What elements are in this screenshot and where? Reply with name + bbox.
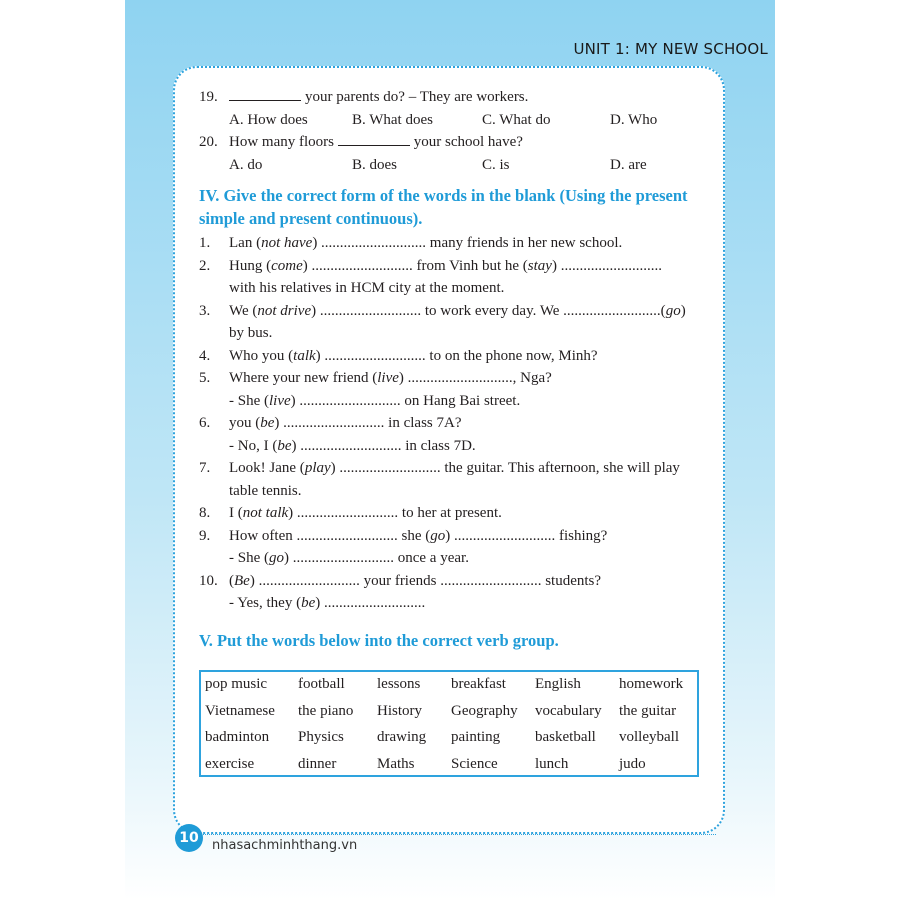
- verb-hint: live: [269, 392, 291, 409]
- item-number: 10.: [199, 572, 218, 589]
- unit-title: UNIT 1: MY NEW SCHOOL: [573, 40, 768, 58]
- item-text: Lan (not have) ............................ many friends in her new school.: [229, 235, 623, 251]
- item-number: 6.: [199, 415, 211, 431]
- word-item: dinner: [298, 755, 337, 772]
- verb-hint: play: [304, 460, 331, 476]
- word-item: football: [298, 676, 345, 692]
- answer-option: D. are: [610, 156, 647, 173]
- word-item: Maths: [377, 755, 415, 772]
- item-text: - She (go) ........................... once a year.: [229, 550, 469, 566]
- word-item: Science: [451, 755, 498, 772]
- exercise-line: [199, 255, 704, 278]
- item-number: 8.: [199, 505, 211, 521]
- section-4-title-line2: simple and present continuous).: [199, 209, 423, 228]
- verb-hint: Be: [234, 572, 250, 589]
- word-item: Geography: [451, 702, 518, 719]
- section-4-items: [199, 232, 704, 615]
- answer-option: C. is: [482, 156, 510, 173]
- exercise-line: [199, 232, 704, 255]
- word-item: exercise: [205, 755, 255, 772]
- answer-option: D. Who: [610, 111, 658, 128]
- verb-hint: go: [430, 527, 446, 544]
- question-number: 19.: [199, 89, 218, 105]
- exercise-line: [199, 502, 704, 525]
- word-row: [201, 756, 697, 782]
- answer-option: A. do: [229, 156, 263, 173]
- verb-hint: be: [277, 437, 292, 454]
- word-item: pop music: [205, 676, 268, 692]
- word-item: Physics: [298, 729, 344, 745]
- answer-blank: [229, 86, 301, 101]
- word-item: homework: [619, 676, 684, 692]
- item-text: We (not drive) ........................... to work every day. We ..........................(go): [229, 302, 686, 319]
- page-number-badge: 10: [175, 824, 203, 852]
- verb-hint: go: [269, 550, 284, 566]
- word-item: the guitar: [619, 702, 677, 719]
- item-text: table tennis.: [229, 482, 302, 499]
- question-text: How many floors your school have?: [229, 131, 523, 154]
- exercise-line: [199, 435, 704, 458]
- exercise-line: [199, 592, 704, 615]
- question-text: your parents do? – They are workers.: [229, 86, 528, 109]
- word-row: [201, 676, 697, 702]
- item-number: 1.: [199, 235, 211, 251]
- exercise-line: [199, 345, 704, 368]
- section-5-title: V. Put the words below into the correct verb group.: [199, 630, 559, 650]
- options-row: [199, 109, 704, 132]
- multiple-choice-block: [199, 86, 704, 176]
- answer-option: B. What does: [352, 111, 433, 128]
- question-row: [199, 131, 704, 154]
- word-item: basketball: [535, 729, 596, 745]
- item-number: 4.: [199, 347, 211, 364]
- word-item: History: [377, 702, 422, 719]
- item-number: 9.: [199, 527, 211, 544]
- exercise-line: [199, 525, 704, 548]
- item-text: - No, I (be) ........................... in class 7D.: [229, 437, 476, 454]
- exercise-content: [199, 86, 704, 656]
- item-text: Where your new friend (live) ............................, Nga?: [229, 370, 552, 386]
- question-number: 20.: [199, 134, 218, 150]
- item-number: 2.: [199, 257, 211, 274]
- verb-hint: not have: [261, 235, 313, 251]
- answer-option: A. How does: [229, 111, 308, 128]
- item-text: (Be) ........................... your friends ........................... students?: [229, 572, 602, 589]
- word-item: the piano: [298, 702, 354, 719]
- website-label: nhasachminhthang.vn: [212, 838, 358, 853]
- exercise-line: [199, 480, 704, 503]
- exercise-line: [199, 457, 704, 480]
- exercise-line: [199, 570, 704, 593]
- section-4-title-line1: IV. Give the correct form of the words in the blank (Using the present: [199, 186, 688, 205]
- verb-hint: talk: [293, 347, 316, 364]
- item-number: 7.: [199, 460, 211, 476]
- exercise-line: [199, 367, 704, 390]
- options-row: [199, 154, 704, 177]
- word-item: Vietnamese: [205, 702, 275, 719]
- verb-hint: stay: [527, 257, 552, 274]
- answer-blank: [338, 131, 410, 146]
- verb-hint: come: [271, 257, 303, 274]
- item-text: How often ........................... she (go) ........................... fishing?: [229, 527, 608, 544]
- item-text: with his relatives in HCM city at the moment.: [229, 280, 505, 296]
- question-row: [199, 86, 704, 109]
- verb-hint: live: [377, 370, 399, 386]
- word-item: breakfast: [451, 676, 506, 692]
- item-text: - She (live) ........................... on Hang Bai street.: [229, 392, 521, 409]
- exercise-line: [199, 300, 704, 323]
- item-text: you (be) ........................... in class 7A?: [229, 415, 462, 431]
- word-item: lunch: [535, 755, 569, 772]
- answer-option: B. does: [352, 156, 397, 173]
- verb-hint: go: [665, 302, 681, 319]
- answer-option: C. What do: [482, 111, 551, 128]
- exercise-line: [199, 277, 704, 300]
- item-text: by bus.: [229, 325, 273, 341]
- word-item: drawing: [377, 729, 427, 745]
- exercise-line: [199, 322, 704, 345]
- word-row: [201, 703, 697, 729]
- word-item: volleyball: [619, 729, 679, 745]
- footer-divider: [196, 834, 716, 835]
- section-4-title: [199, 184, 704, 230]
- word-item: painting: [451, 729, 501, 745]
- verb-hint: not drive: [257, 302, 312, 319]
- word-box: [199, 670, 699, 777]
- word-item: English: [535, 676, 581, 692]
- word-item: badminton: [205, 729, 270, 745]
- word-row: [201, 729, 697, 755]
- verb-hint: be: [301, 595, 316, 611]
- word-item: judo: [619, 755, 646, 772]
- item-number: 3.: [199, 302, 211, 319]
- item-number: 5.: [199, 370, 211, 386]
- item-text: I (not talk) ........................... to her at present.: [229, 505, 502, 521]
- verb-hint: not talk: [242, 505, 289, 521]
- item-text: - Yes, they (be) ...........................: [229, 595, 426, 611]
- verb-hint: be: [260, 415, 275, 431]
- exercise-line: [199, 547, 704, 570]
- word-item: lessons: [377, 676, 421, 692]
- exercise-line: [199, 412, 704, 435]
- item-text: Look! Jane (play) ........................... the guitar. This afternoon, she will play: [229, 460, 680, 476]
- item-text: Hung (come) ........................... from Vinh but he (stay) ...........................: [229, 257, 662, 274]
- exercise-line: [199, 390, 704, 413]
- word-item: vocabulary: [535, 702, 602, 719]
- item-text: Who you (talk) ........................... to on the phone now, Minh?: [229, 347, 598, 364]
